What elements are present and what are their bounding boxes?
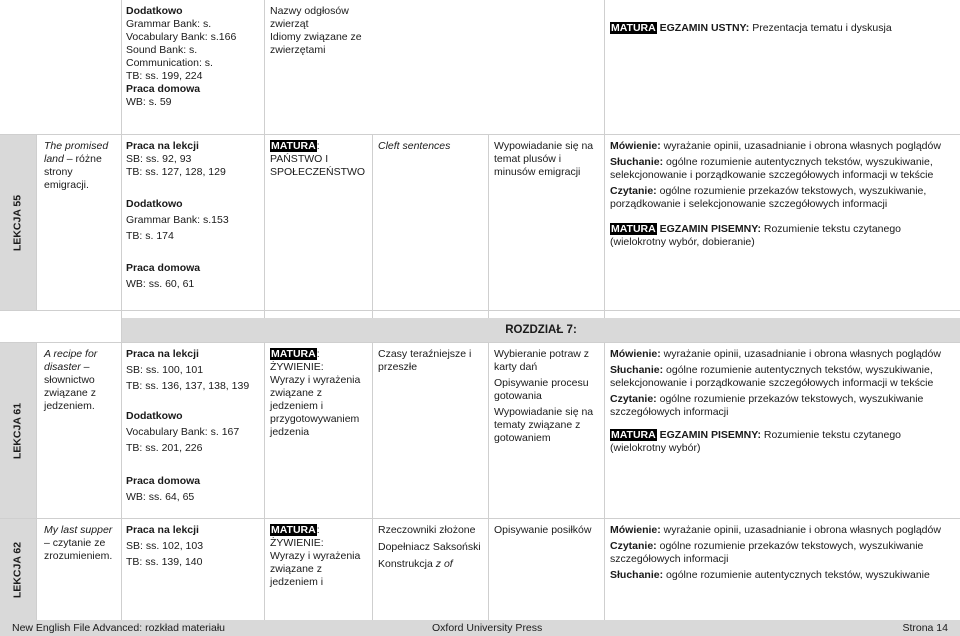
column-line <box>121 0 122 620</box>
vocab-topic: ŻYWIENIE: <box>270 537 324 549</box>
matura-badge: MATURA <box>611 22 656 34</box>
function-item: Opisywanie procesu gotowania <box>494 377 589 402</box>
column-line <box>372 134 373 620</box>
skill-label: Słuchanie: <box>610 569 664 581</box>
sb-ref: SB: ss. 100, 101 <box>126 364 204 376</box>
skill-item <box>610 156 955 182</box>
top-materials <box>126 5 261 109</box>
tb-ref: TB: ss. 139, 140 <box>126 556 203 568</box>
colon: : <box>316 524 320 536</box>
lesson-label: LEKCJA 62 <box>11 541 24 598</box>
lesson-functions <box>494 348 599 445</box>
workbook-ref: WB: s. 59 <box>126 96 172 108</box>
skill-label: Czytanie: <box>610 185 657 197</box>
matura-badge: MATURA <box>271 524 316 536</box>
footer-title: New English File Advanced: rozkład materiału <box>12 622 226 634</box>
classwork-label: Praca na lekcji <box>126 140 199 152</box>
skill-text: ogólne rozumienie autentycznych tekstów, wyszukiwanie, selekcjonowanie i porządkowanie szczegółowych informacji w tekście <box>610 156 934 181</box>
lesson-materials <box>126 524 261 569</box>
classwork-label: Praca na lekcji <box>126 348 199 360</box>
lesson-skills <box>610 348 955 458</box>
dodatkowo-label: Dodatkowo <box>126 198 183 210</box>
skill-text: wyrażanie opinii, uzasadnianie i obrona własnych poglądów <box>660 140 941 152</box>
exam-desc: Rozumienie tekstu czytanego (wielokrotny wybór) <box>610 429 902 454</box>
lesson-grammar: Czasy teraźniejsze i przeszłe <box>378 348 472 373</box>
homework-label: Praca domowa <box>126 262 201 274</box>
topic-desc: – czytanie ze zrozumieniem. <box>44 537 113 562</box>
skill-item <box>610 569 955 582</box>
lesson-label: LEKCJA 61 <box>11 402 24 459</box>
material-line: Vocabulary Bank: s.166 <box>126 31 237 43</box>
dodatkowo-label: Dodatkowo <box>126 410 183 422</box>
vocab-bank-ref: Vocabulary Bank: s. 167 <box>126 426 240 438</box>
vocab-line: Idiomy związane ze zwierzętami <box>270 31 362 56</box>
lesson-materials <box>126 348 261 504</box>
homework-label: Praca domowa <box>126 83 201 95</box>
skill-label: Słuchanie: <box>610 364 664 376</box>
lesson-materials <box>126 140 261 291</box>
tb-ref: TB: ss. 127, 128, 129 <box>126 166 226 178</box>
material-line: Sound Bank: s. <box>126 44 198 56</box>
vocab-topic: PAŃSTWO I SPOŁECZEŃSTWO <box>270 153 366 178</box>
matura-badge: MATURA <box>611 429 656 441</box>
vocab-detail: Wyrazy i wyrażenia związane z jedzeniem i przygotowywaniem jedzenia <box>270 374 361 438</box>
classwork-label: Praca na lekcji <box>126 524 199 536</box>
lesson-functions: Wypowiadanie się na temat plusów i minusów emigracji <box>494 140 594 178</box>
skill-item <box>610 348 955 361</box>
lesson-skills <box>610 140 955 252</box>
tb-ref: TB: ss. 136, 137, 138, 139 <box>126 380 250 392</box>
exam-desc: Prezentacja tematu i dyskusja <box>749 22 892 34</box>
material-line: Grammar Bank: s. <box>126 18 212 30</box>
skill-label: Czytanie: <box>610 393 657 405</box>
skill-text: ogólne rozumienie przekazów tekstowych, wyszukiwanie, porządkowanie i selekcjonowanie szczegółowych informacji <box>610 185 927 210</box>
exam-type: EGZAMIN PISEMNY: <box>656 223 761 235</box>
topic-title: The promised land <box>44 140 109 165</box>
row-separator <box>0 342 960 343</box>
row-separator <box>0 518 960 519</box>
skill-label: Mówienie: <box>610 348 661 360</box>
skill-label: Czytanie: <box>610 540 657 552</box>
function-item: Wybieranie potraw z karty dań <box>494 348 590 373</box>
lesson-topic <box>44 140 118 192</box>
grammar-item: Dopełniacz Saksoński <box>378 541 481 553</box>
material-line: Communication: s. <box>126 57 213 69</box>
footer-publisher: Oxford University Press <box>432 622 543 634</box>
tb-ref: TB: ss. 201, 226 <box>126 442 203 454</box>
workbook-ref: WB: ss. 60, 61 <box>126 278 195 290</box>
skill-text: ogólne rozumienie przekazów tekstowych, wyszukiwanie szczegółowych informacji <box>610 540 924 565</box>
grammar-italic: z of <box>435 558 453 570</box>
footer-page-number: Strona 14 <box>902 622 948 634</box>
lesson-label: LEKCJA 55 <box>11 194 24 251</box>
vocab-line: Nazwy odgłosów zwierząt <box>270 5 349 30</box>
lesson-grammar <box>378 524 483 571</box>
skill-text: ogólne rozumienie przekazów tekstowych, wyszukiwanie szczegółowych informacji <box>610 393 924 418</box>
topic-desc: – słownictwo związane z jedzeniem. <box>44 361 96 412</box>
exam-item <box>610 223 955 249</box>
skill-text: ogólne rozumienie autentycznych tekstów, wyszukiwanie <box>663 569 930 581</box>
skill-label: Mówienie: <box>610 140 661 152</box>
workbook-ref: WB: ss. 64, 65 <box>126 491 195 503</box>
top-vocabulary <box>270 5 370 57</box>
lesson-vocabulary <box>270 348 370 439</box>
row-separator <box>0 310 960 311</box>
lesson-topic <box>44 524 118 563</box>
matura-badge: MATURA <box>271 140 316 152</box>
lesson-number-62 <box>0 519 37 620</box>
skill-item <box>610 524 955 537</box>
column-line <box>264 0 265 620</box>
vocab-topic: ŻYWIENIE: <box>270 361 324 373</box>
exam-type: EGZAMIN PISEMNY: <box>656 429 761 441</box>
topic-title: My last supper <box>44 524 113 536</box>
function-item: Wypowiadanie się na tematy związane z gotowaniem <box>494 406 594 444</box>
skill-item <box>610 364 955 390</box>
exam-item <box>610 429 955 455</box>
chapter-heading: ROZDZIAŁ 7: <box>122 318 960 342</box>
lesson-skills <box>610 524 955 585</box>
skill-item <box>610 185 955 211</box>
skill-item <box>610 140 955 153</box>
exam-type: EGZAMIN USTNY: <box>656 22 750 34</box>
exam-desc: Rozumienie tekstu czytanego (wielokrotny wybór, dobieranie) <box>610 223 902 248</box>
sb-ref: SB: ss. 92, 93 <box>126 153 192 165</box>
grammar-item: Rzeczowniki złożone <box>378 524 476 536</box>
tb-ref: TB: s. 174 <box>126 230 174 242</box>
skill-text: ogólne rozumienie autentycznych tekstów, wyszukiwanie, selekcjonowanie i porządkowanie szczegółowych informacji w tekście <box>610 364 934 389</box>
grammar-bank-ref: Grammar Bank: s.153 <box>126 214 229 226</box>
lesson-number-55 <box>0 135 37 310</box>
lesson-grammar: Cleft sentences <box>378 140 451 152</box>
skill-text: wyrażanie opinii, uzasadnianie i obrona własnych poglądów <box>660 524 941 536</box>
skill-label: Mówienie: <box>610 524 661 536</box>
dodatkowo-label: Dodatkowo <box>126 5 183 17</box>
column-line <box>488 134 489 620</box>
matura-badge: MATURA <box>611 223 656 235</box>
colon: : <box>316 140 320 152</box>
matura-badge: MATURA <box>271 348 316 360</box>
column-line <box>604 0 605 620</box>
page-footer <box>0 620 960 636</box>
row-separator <box>0 134 960 135</box>
homework-label: Praca domowa <box>126 475 201 487</box>
top-exam <box>610 22 955 35</box>
lesson-vocabulary <box>270 140 370 179</box>
skill-text: wyrażanie opinii, uzasadnianie i obrona własnych poglądów <box>660 348 941 360</box>
lesson-number-61 <box>0 343 37 518</box>
topic-desc: – różne strony emigracji. <box>44 153 102 191</box>
lesson-topic <box>44 348 118 413</box>
topic-title: A recipe for disaster <box>44 348 98 373</box>
skill-item <box>610 393 955 419</box>
vocab-detail: Wyrazy i wyrażenia związane z jedzeniem i <box>270 550 361 588</box>
colon: : <box>316 348 320 360</box>
lesson-vocabulary <box>270 524 370 589</box>
sb-ref: SB: ss. 102, 103 <box>126 540 204 552</box>
material-line: TB: ss. 199, 224 <box>126 70 203 82</box>
grammar-item <box>378 558 483 571</box>
grammar-text: Konstrukcja <box>378 558 436 570</box>
lesson-functions: Opisywanie posiłków <box>494 524 592 536</box>
skill-label: Słuchanie: <box>610 156 664 168</box>
skill-item <box>610 540 955 566</box>
